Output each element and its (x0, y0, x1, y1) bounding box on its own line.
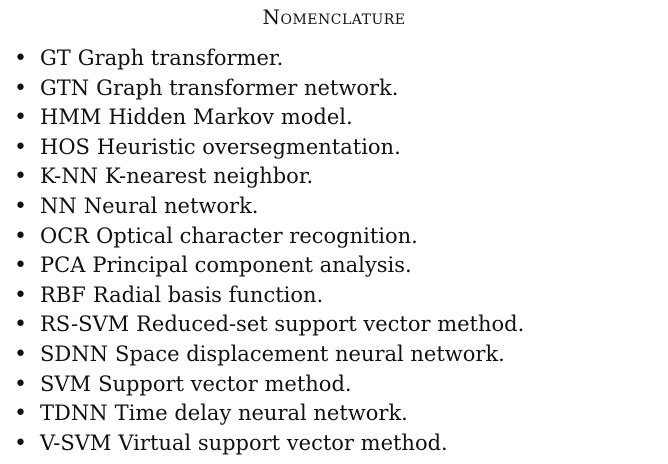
entry-definition: Graph transformer. (77, 46, 284, 70)
entry-abbreviation: GTN (40, 75, 90, 100)
entry-abbreviation: HMM (40, 105, 102, 130)
entry-definition: Radial basis function. (92, 282, 324, 307)
nomenclature-entry (14, 399, 524, 429)
entry-abbreviation: RS-SVM (40, 312, 130, 337)
entry-abbreviation: HOS (40, 134, 90, 159)
bullet-icon: • (14, 282, 27, 308)
nomenclature-entry (14, 370, 524, 400)
bullet-icon: • (14, 341, 27, 367)
section-heading: Nomenclature (262, 5, 406, 29)
bullet-icon: • (14, 105, 27, 131)
bullet-icon: • (14, 401, 27, 427)
entry-definition: Time delay neural network. (114, 401, 408, 426)
entry-definition: Principal component analysis. (92, 253, 412, 278)
nomenclature-entry (14, 133, 524, 163)
entry-definition: Neural network. (83, 193, 259, 218)
entry-definition: Space displacement neural network. (114, 341, 505, 366)
bullet-icon: • (14, 134, 27, 160)
nomenclature-entry (14, 192, 524, 222)
nomenclature-entry (14, 222, 524, 252)
bullet-icon: • (14, 430, 27, 456)
bullet-icon: • (14, 253, 27, 279)
entry-abbreviation: SVM (40, 371, 92, 396)
entry-definition: Graph transformer network. (96, 75, 399, 100)
entry-abbreviation: SDNN (40, 341, 108, 366)
entry-abbreviation: TDNN (40, 401, 108, 426)
entry-abbreviation: K-NN (40, 164, 99, 189)
entry-abbreviation: NN (40, 193, 77, 218)
nomenclature-entry (14, 340, 524, 370)
entry-abbreviation: OCR (40, 223, 90, 248)
entry-definition: Support vector method. (98, 371, 352, 396)
bullet-icon: • (14, 193, 27, 219)
entry-abbreviation: GT (40, 46, 71, 70)
entry-definition: K-nearest neighbor. (105, 164, 314, 189)
nomenclature-entry (14, 103, 524, 133)
nomenclature-entry (14, 251, 524, 281)
bullet-icon: • (14, 75, 27, 101)
entry-definition: Optical character recognition. (96, 223, 418, 248)
nomenclature-entry (14, 162, 524, 192)
entry-definition: Reduced-set support vector method. (136, 312, 525, 337)
bullet-icon: • (14, 223, 27, 249)
nomenclature-list (14, 44, 524, 458)
bullet-icon: • (14, 371, 27, 397)
bullet-icon: • (14, 312, 27, 338)
bullet-icon: • (14, 164, 27, 190)
entry-definition: Heuristic oversegmentation. (96, 134, 401, 159)
nomenclature-entry (14, 74, 524, 104)
nomenclature-entry (14, 281, 524, 311)
entry-abbreviation: RBF (40, 282, 86, 307)
entry-definition: Virtual support vector method. (118, 430, 448, 455)
bullet-icon: • (14, 46, 27, 71)
entry-abbreviation: V-SVM (40, 430, 112, 455)
entry-abbreviation: PCA (40, 253, 86, 278)
nomenclature-entry (14, 310, 524, 340)
entry-definition: Hidden Markov model. (108, 105, 353, 130)
nomenclature-entry (14, 429, 524, 459)
nomenclature-entry (14, 44, 524, 74)
